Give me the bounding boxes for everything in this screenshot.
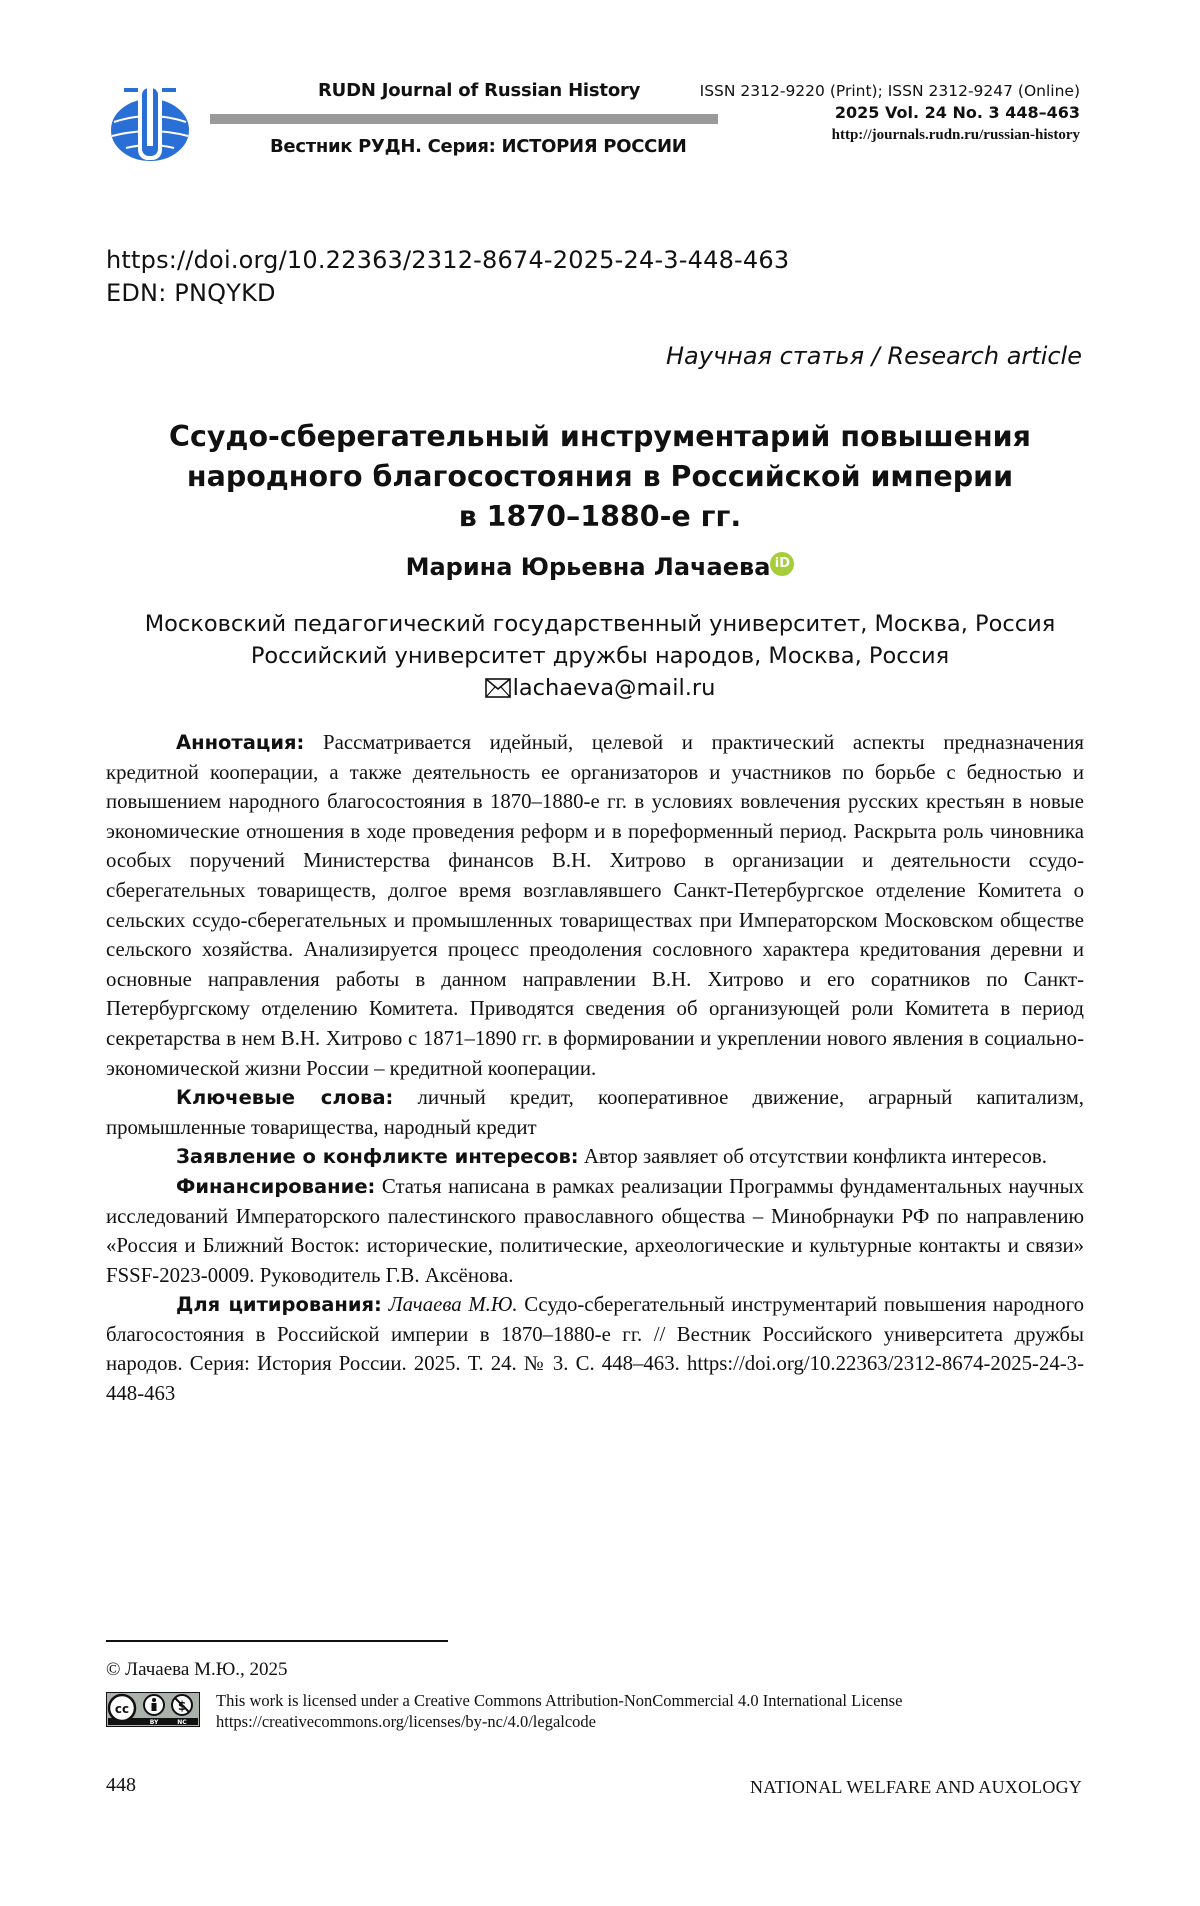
envelope-icon — [485, 678, 511, 698]
journal-title-ru: Вестник РУДН. Серия: ИСТОРИЯ РОССИИ — [270, 136, 687, 157]
running-title: NATIONAL WELFARE AND AUXOLOGY — [750, 1777, 1082, 1798]
abstract-label: Аннотация: — [176, 731, 304, 754]
citation-label: Для цитирования: — [176, 1293, 382, 1316]
citation-author: Лачаева М.Ю. — [389, 1293, 518, 1316]
affiliation: Московский педагогический государственный университет, Москва, Россия — [100, 608, 1100, 640]
issue-info: 2025 Vol. 24 No. 3 448–463 — [700, 102, 1080, 124]
page-number: 448 — [106, 1774, 136, 1797]
license-text — [216, 1690, 902, 1732]
cc-nc-label: NC — [177, 1719, 187, 1726]
conflict-label: Заявление о конфликте интересов: — [176, 1145, 579, 1168]
author — [100, 552, 1100, 581]
keywords-label: Ключевые слова: — [176, 1086, 393, 1109]
keywords — [106, 1083, 1084, 1142]
title-line: Ссудо-сберегательный инструментарий повышения — [100, 417, 1100, 457]
abstract — [106, 728, 1084, 1083]
journal-title-en: RUDN Journal of Russian History — [318, 80, 640, 101]
cc-by-label: BY — [150, 1719, 159, 1726]
journal-meta — [700, 80, 1080, 146]
svg-text:cc: cc — [115, 1702, 129, 1716]
abstract-section — [106, 728, 1084, 1409]
license-statement: This work is licensed under a Creative Commons Attribution-NonCommercial 4.0 International License — [216, 1690, 902, 1711]
funding-text: Статья написана в рамках реализации Программы фундаментальных научных исследований Императорского палестинского православного общества – Минобрнауки РФ по направлению «Россия и Ближний Восток: исторические, политические, археологические и культурные контакты и связи» FSSF-2023-0009. Руководитель Г.В. Аксёнова. — [106, 1175, 1084, 1287]
article-title — [100, 417, 1100, 537]
title-line: в 1870–1880-е гг. — [100, 497, 1100, 537]
issn: ISSN 2312-9220 (Print); ISSN 2312-9247 (Online) — [700, 80, 1080, 102]
doi-link[interactable]: https://doi.org/10.22363/2312-8674-2025-24-3-448-463 — [106, 244, 789, 277]
keywords-text: личный кредит, кооперативное движение, аграрный капитализм, промышленные товарищества, народный кредит — [106, 1086, 1084, 1139]
footnote-rule — [106, 1640, 448, 1642]
funding — [106, 1172, 1084, 1290]
author-email[interactable]: lachaeva@mail.ru — [513, 675, 716, 701]
copyright: © Лачаева М.Ю., 2025 — [106, 1659, 288, 1681]
journal-logo-icon — [104, 80, 196, 166]
journal-url[interactable]: http://journals.rudn.ru/russian-history — [700, 124, 1080, 146]
conflict-text: Автор заявляет об отсутствии конфликта интересов. — [584, 1145, 1047, 1168]
email-line — [100, 672, 1100, 704]
citation — [106, 1290, 1084, 1408]
license-link[interactable]: https://creativecommons.org/licenses/by-nc/4.0/legalcode — [216, 1711, 902, 1732]
affiliations — [100, 608, 1100, 704]
header-rule — [210, 114, 718, 124]
edn: EDN: PNQYKD — [106, 277, 789, 310]
identifiers — [106, 244, 789, 310]
abstract-text: Рассматривается идейный, целевой и практический аспекты предназначения кредитной кооперации, а также деятельность ее организаторов и участников по борьбе с бедностью и повышением народного благосостояния в 1870–1880-е гг. в условиях вовлечения русских крестьян в новые экономические отношения в ходе проведения реформ и в пореформенный период. Раскрыта роль чиновника особых поручений Министерства финансов В.Н. Хитрово в организации и деятельности ссудо-сберегательных товариществ, долгое время возглавлявшего Санкт-Петербургское отделение Комитета о сельских ссудо-сберегательных и промышленных товариществах при Императорском Московском обществе сельского хозяйства. Анализируется процесс преодоления сословного характера кредитования деревни и основные направления работы в данном направлении В.Н. Хитрово и его соратников по Санкт-Петербургскому отделению Комитета. Приводятся сведения об организующей роли Комитета в период секретарства в нем В.Н. Хитрово с 1871–1890 гг. в формировании и укреплении нового явления в социально-экономической жизни России – кредитной кооперации. — [106, 731, 1084, 1080]
author-name: Марина Юрьевна Лачаева — [406, 553, 771, 581]
title-line: народного благосостояния в Российской империи — [100, 457, 1100, 497]
orcid-icon[interactable]: iD — [770, 552, 794, 576]
funding-label: Финансирование: — [176, 1175, 375, 1198]
article-type: Научная статья / Research article — [666, 342, 1082, 370]
conflict-statement — [106, 1142, 1084, 1172]
citation-text: Ссудо-сберегательный инструментарий повышения народного благосостояния в Российской империи в 1870–1880-е гг. // Вестник Российского университета дружбы народов. Серия: История России. 2025. Т. 24. № 3. С. 448–463. https://doi.org/10.22363/2312-8674-2025-24-3-448-463 — [106, 1293, 1084, 1405]
cc-by-nc-icon[interactable] — [106, 1692, 200, 1727]
affiliation: Российский университет дружбы народов, Москва, Россия — [100, 640, 1100, 672]
